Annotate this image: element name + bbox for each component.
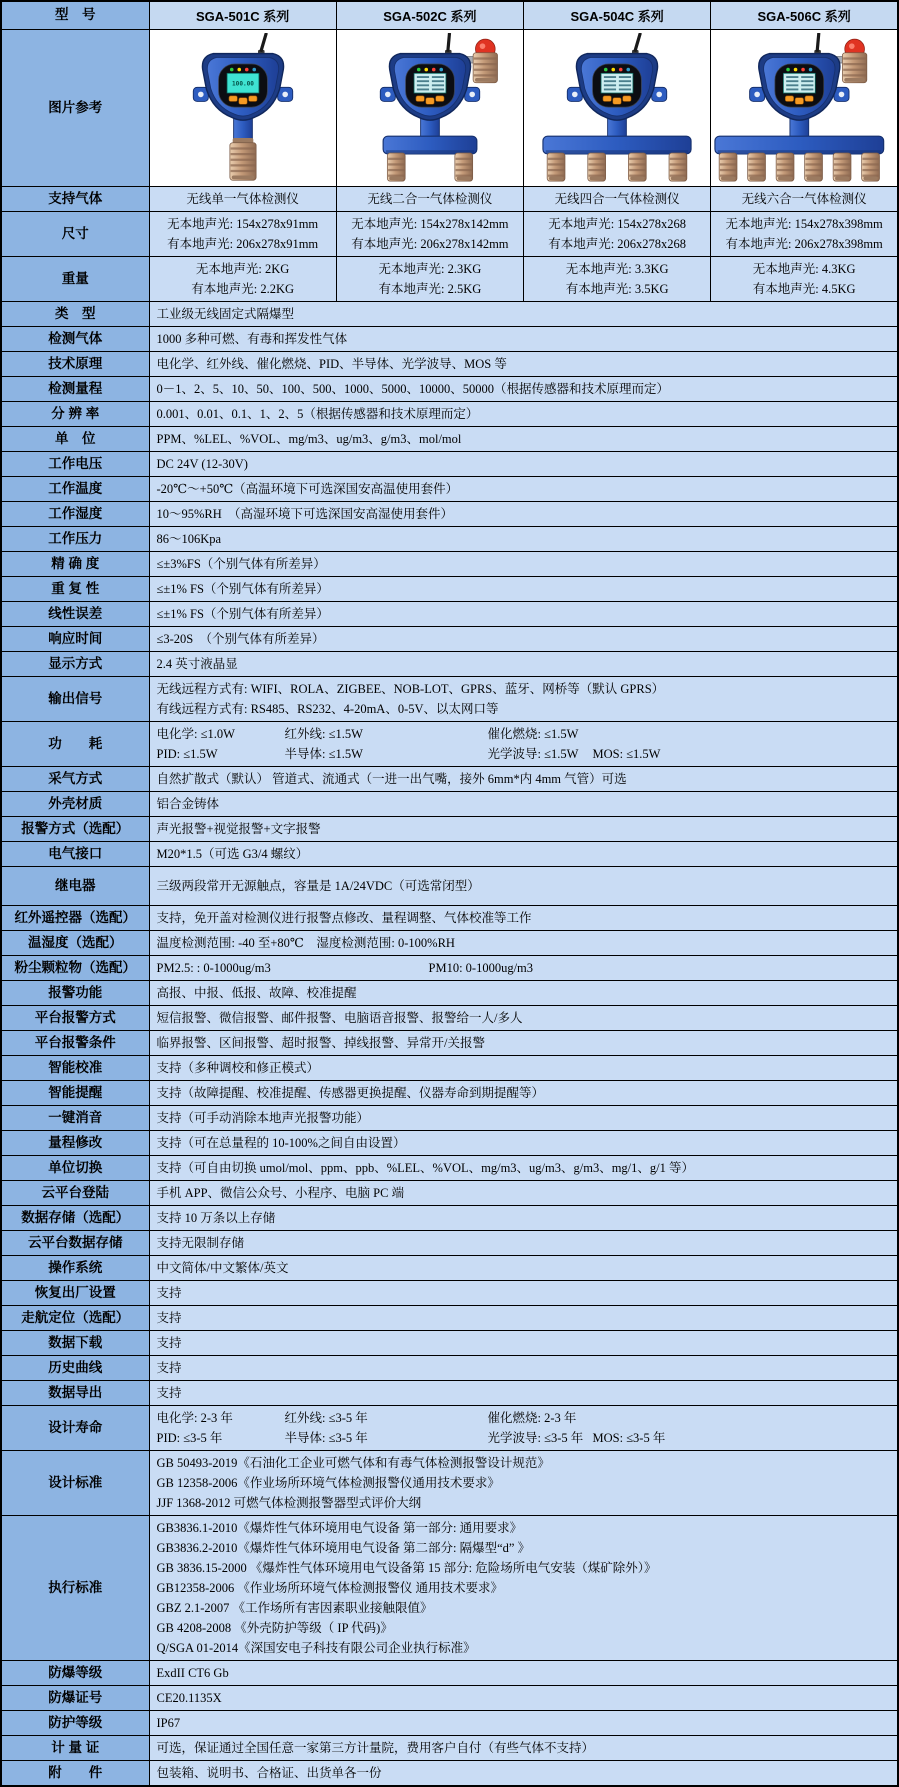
value-cell [149, 1356, 898, 1381]
value-line: 短信报警、微信报警、邮件报警、电脑语音报警、报警给一人/多人 [156, 1011, 523, 1025]
row-label: 防护等级 [1, 1711, 149, 1736]
sga-504c-device [524, 33, 710, 183]
value-line: ≤3-20S （个别气体有所差异） [156, 632, 325, 646]
table-row [1, 906, 898, 931]
value-segment: PID: ≤1.5W [156, 747, 218, 761]
value-cell [711, 187, 898, 212]
value-line: 支持 [156, 1286, 182, 1300]
row-label: 工作电压 [1, 452, 149, 477]
table-row [1, 1661, 898, 1686]
table-row [1, 627, 898, 652]
value-segment: 光学波导: ≤3-5 年 [487, 1431, 584, 1445]
table-row [1, 257, 898, 302]
table-row [1, 452, 898, 477]
product-image-cell [149, 30, 336, 187]
value-line: GB 50493-2019《石油化工企业可燃气体和有毒气体检测报警设计规范》 [156, 1456, 550, 1470]
row-label: 数据导出 [1, 1381, 149, 1406]
value-line: 支持（故障提醒、校准提醒、传感器更换提醒、仪器寿命到期提醒等） [156, 1086, 545, 1100]
row-label: 采气方式 [1, 767, 149, 792]
value-cell [149, 1006, 898, 1031]
table-row [1, 577, 898, 602]
value-line: 中文简体/中文繁体/英文 [156, 1261, 289, 1275]
value-cell [149, 1031, 898, 1056]
value-cell [149, 212, 336, 257]
value-cell [149, 452, 898, 477]
row-label: 单位切换 [1, 1156, 149, 1181]
table-row [1, 1006, 898, 1031]
value-cell [149, 1156, 898, 1181]
value-line: 有本地声光: 206x278x91mm [167, 237, 319, 251]
table-row [1, 867, 898, 906]
value-line: 三级两段常开无源触点，容量是 1A/24VDC（可选常闭型） [156, 879, 480, 893]
row-label: 智能校准 [1, 1056, 149, 1081]
value-line: 电化学、红外线、催化燃烧、PID、半导体、光学波导、MOS 等 [156, 357, 507, 371]
value-cell [149, 1181, 898, 1206]
value-line: ≤±3%FS（个别气体有所差异） [156, 557, 326, 571]
table-row [1, 377, 898, 402]
value-line: 铝合金铸体 [156, 797, 220, 811]
value-line: 有线远程方式有: RS485、RS232、4-20mA、0-5V、以太网口等 [156, 702, 499, 716]
row-label: 云平台数据存储 [1, 1231, 149, 1256]
value-line: 0.001、0.01、0.1、1、2、5（根据传感器和技术原理而定） [156, 407, 479, 421]
value-line: Q/SGA 01-2014《深国安电子科技有限公司企业执行标准》 [156, 1641, 476, 1655]
table-row [1, 931, 898, 956]
table-row [1, 327, 898, 352]
value-cell [711, 212, 898, 257]
value-line: 86～106Kpa [156, 532, 222, 546]
value-cell [149, 552, 898, 577]
row-label: 图片参考 [1, 30, 149, 187]
value-line: 无本地声光: 154x278x398mm [725, 217, 883, 231]
table-row [1, 956, 898, 981]
row-label: 计 量 证 [1, 1736, 149, 1761]
row-label: 重量 [1, 257, 149, 302]
table-row [1, 1106, 898, 1131]
value-segment: PID: ≤3-5 年 [156, 1431, 223, 1445]
value-cell [524, 212, 711, 257]
value-line: 无线四合一气体检测仪 [554, 192, 680, 206]
value-segment: MOS: ≤3-5 年 [592, 1431, 666, 1445]
table-row [1, 1081, 898, 1106]
sga-506c-device [711, 33, 897, 183]
value-cell [524, 187, 711, 212]
row-label: 平台报警条件 [1, 1031, 149, 1056]
value-line: M20*1.5（可选 G3/4 螺纹） [156, 847, 309, 861]
row-label: 功 耗 [1, 722, 149, 767]
row-label: 附 件 [1, 1761, 149, 1787]
table-row [1, 842, 898, 867]
value-cell [149, 677, 898, 722]
row-label: 重 复 性 [1, 577, 149, 602]
value-cell [149, 1331, 898, 1356]
value-line: 有本地声光: 206x278x398mm [725, 237, 883, 251]
value-line: 包装箱、说明书、合格证、出货单各一份 [156, 1766, 382, 1780]
value-line: 无本地声光: 2KG [195, 262, 290, 276]
value-line: 支持 [156, 1311, 182, 1325]
row-label: 一键消音 [1, 1106, 149, 1131]
value-line: 支持（可自由切换 umol/mol、ppm、ppb、%LEL、%VOL、mg/m3、ug/m3、g/m3、mg/1、g/1 等） [156, 1161, 694, 1175]
table-row [1, 212, 898, 257]
value-line: 有本地声光: 206x278x268 [548, 237, 687, 251]
row-label: 报警功能 [1, 981, 149, 1006]
value-line: 无本地声光: 154x278x142mm [351, 217, 509, 231]
value-line: PPM、%LEL、%VOL、mg/m3、ug/m3、g/m3、mol/mol [156, 432, 462, 446]
model-header: SGA-506C 系列 [711, 1, 898, 30]
value-cell [149, 792, 898, 817]
value-line: 支持（可手动消除本地声光报警功能） [156, 1111, 370, 1125]
value-segment: 电化学: 2-3 年 [156, 1411, 233, 1425]
value-line: 无线远程方式有: WIFI、ROLA、ZIGBEE、NOB-LOT、GPRS、蓝牙、网桥等（默认 GPRS） [156, 682, 665, 696]
value-line [157, 744, 891, 764]
table-row [1, 402, 898, 427]
value-cell [149, 1381, 898, 1406]
table-row [1, 1156, 898, 1181]
row-label: 检测气体 [1, 327, 149, 352]
row-label: 检测量程 [1, 377, 149, 402]
row-label: 红外遥控器（选配） [1, 906, 149, 931]
row-label: 类 型 [1, 302, 149, 327]
value-cell [524, 257, 711, 302]
value-cell [149, 817, 898, 842]
value-cell [149, 427, 898, 452]
value-cell [149, 377, 898, 402]
row-label: 智能提醒 [1, 1081, 149, 1106]
table-row [1, 1451, 898, 1516]
row-label: 尺寸 [1, 212, 149, 257]
value-line: 无本地声光: 2.3KG [378, 262, 482, 276]
value-cell [149, 1686, 898, 1711]
value-segment: 光学波导: ≤1.5W [487, 747, 579, 761]
row-label: 响应时间 [1, 627, 149, 652]
model-header: SGA-504C 系列 [524, 1, 711, 30]
table-row [1, 1181, 898, 1206]
table-row [1, 1331, 898, 1356]
value-cell [149, 477, 898, 502]
value-line: GB 3836.15-2000 《爆炸性气体环境用电气设备第 15 部分: 危险场所电气安装（煤矿除外）》 [156, 1561, 657, 1575]
table-row [1, 352, 898, 377]
table-row [1, 817, 898, 842]
table-row [1, 1306, 898, 1331]
value-cell [149, 187, 336, 212]
value-line: GB 12358-2006《作业场所环境气体检测报警仪通用技术要求》 [156, 1476, 500, 1490]
table-row [1, 677, 898, 722]
value-line: ≤±1% FS（个别气体有所差异） [156, 607, 329, 621]
row-label: 继电器 [1, 867, 149, 906]
value-line: DC 24V (12-30V) [156, 457, 248, 471]
row-label: 粉尘颗粒物（选配） [1, 956, 149, 981]
row-label: 操作系统 [1, 1256, 149, 1281]
value-line: ExdII CT6 Gb [156, 1666, 229, 1680]
value-line: 无线单一气体检测仪 [186, 192, 299, 206]
value-cell [149, 1231, 898, 1256]
value-line: 支持（多种调校和修正模式） [156, 1061, 320, 1075]
row-label: 执行标准 [1, 1516, 149, 1661]
table-row [1, 187, 898, 212]
value-cell [149, 1256, 898, 1281]
value-cell [149, 577, 898, 602]
value-line: 支持 [156, 1336, 182, 1350]
value-cell [149, 981, 898, 1006]
value-line: -20℃～+50℃（高温环境下可选深国安高温使用套件） [156, 482, 459, 496]
value-line: 2.4 英寸液晶显 [156, 657, 238, 671]
value-line: 无线六合一气体检测仪 [741, 192, 867, 206]
row-label: 精 确 度 [1, 552, 149, 577]
value-cell [336, 187, 523, 212]
value-line: ≤±1% FS（个别气体有所差异） [156, 582, 329, 596]
value-cell [149, 1516, 898, 1661]
value-cell [149, 1661, 898, 1686]
row-label: 工作湿度 [1, 502, 149, 527]
value-line: 有本地声光: 206x278x142mm [351, 237, 509, 251]
table-row [1, 1711, 898, 1736]
value-segment: 红外线: ≤3-5 年 [284, 1411, 368, 1425]
row-label: 线性误差 [1, 602, 149, 627]
value-segment: PM10: 0-1000ug/m3 [428, 961, 534, 975]
value-line: 10～95%RH （高湿环境下可选深国安高湿使用套件） [156, 507, 454, 521]
row-label: 分 辨 率 [1, 402, 149, 427]
value-cell [149, 1206, 898, 1231]
table-row [1, 1031, 898, 1056]
value-cell [149, 527, 898, 552]
value-cell [149, 906, 898, 931]
value-cell [149, 842, 898, 867]
table-row [1, 1256, 898, 1281]
value-line: JJF 1368-2012 可燃气体检测报警器型式评价大纲 [156, 1496, 422, 1510]
value-line [157, 1408, 891, 1428]
product-image-cell [524, 30, 711, 187]
value-cell [336, 257, 523, 302]
value-line: 支持（可在总量程的 10-100%之间自由设置） [156, 1136, 406, 1150]
value-line: 支持，免开盖对检测仪进行报警点修改、量程调整、气体校准等工作 [156, 911, 532, 925]
table-row [1, 1, 898, 30]
value-cell [149, 1306, 898, 1331]
value-line: 0－1、2、5、10、50、100、500、1000、5000、10000、50000（根据传感器和技术原理而定） [156, 382, 670, 396]
row-label: 电气接口 [1, 842, 149, 867]
value-cell [149, 302, 898, 327]
value-line: 温度检测范围: -40 至+80℃ 湿度检测范围: 0-100%RH [156, 936, 455, 950]
value-segment: 催化燃烧: 2-3 年 [487, 1411, 577, 1425]
sga-501c-device [150, 33, 336, 183]
value-cell [149, 1406, 898, 1451]
row-label: 量程修改 [1, 1131, 149, 1156]
value-line: GB3836.1-2010《爆炸性气体环境用电气设备 第一部分: 通用要求》 [156, 1521, 523, 1535]
table-row [1, 1131, 898, 1156]
row-label: 工作压力 [1, 527, 149, 552]
table-row [1, 652, 898, 677]
value-line: CE20.1135X [156, 1691, 222, 1705]
value-line: 有本地声光: 2.5KG [378, 282, 482, 296]
value-line: 支持 [156, 1361, 182, 1375]
table-row [1, 722, 898, 767]
row-label: 外壳材质 [1, 792, 149, 817]
row-label: 走航定位（选配） [1, 1306, 149, 1331]
value-line [157, 1428, 891, 1448]
value-cell [149, 867, 898, 906]
value-line: 手机 APP、微信公众号、小程序、电脑 PC 端 [156, 1186, 405, 1200]
value-cell [336, 212, 523, 257]
value-cell [149, 931, 898, 956]
row-label: 输出信号 [1, 677, 149, 722]
table-row [1, 302, 898, 327]
table-row [1, 1056, 898, 1081]
value-line: 声光报警+视觉报警+文字报警 [156, 822, 321, 836]
value-line: 无本地声光: 4.3KG [752, 262, 856, 276]
row-label: 支持气体 [1, 187, 149, 212]
table-row [1, 1231, 898, 1256]
value-segment: 红外线: ≤1.5W [284, 727, 363, 741]
value-cell [149, 1131, 898, 1156]
sga-502c-device [337, 33, 523, 183]
value-segment: PM2.5: : 0-1000ug/m3 [156, 961, 271, 975]
row-label: 设计标准 [1, 1451, 149, 1516]
value-cell [149, 1451, 898, 1516]
row-label: 显示方式 [1, 652, 149, 677]
value-cell [149, 257, 336, 302]
row-label: 温湿度（选配） [1, 931, 149, 956]
row-label: 设计寿命 [1, 1406, 149, 1451]
value-line [157, 958, 891, 978]
row-label: 防爆证号 [1, 1686, 149, 1711]
value-line: 无本地声光: 154x278x91mm [167, 217, 319, 231]
value-line: 自然扩散式（默认） 管道式、流通式（一进一出气嘴，接外 6mm*内 4mm 气管）可选 [156, 772, 627, 786]
value-segment: 催化燃烧: ≤1.5W [487, 727, 579, 741]
table-row [1, 1206, 898, 1231]
value-cell [711, 257, 898, 302]
value-cell [149, 1106, 898, 1131]
value-line: GB 4208-2008 《外壳防护等级（ IP 代码)》 [156, 1621, 393, 1635]
table-row [1, 602, 898, 627]
value-line: GB3836.2-2010《爆炸性气体环境用电气设备 第二部分: 隔爆型“d” 》 [156, 1541, 531, 1555]
table-row [1, 552, 898, 577]
table-row [1, 527, 898, 552]
table-row [1, 767, 898, 792]
row-label: 技术原理 [1, 352, 149, 377]
value-segment: 半导体: ≤1.5W [284, 747, 363, 761]
table-row [1, 30, 898, 187]
value-line [157, 724, 891, 744]
row-label: 数据存储（选配） [1, 1206, 149, 1231]
value-cell [149, 627, 898, 652]
product-image-cell [336, 30, 523, 187]
value-line: 可选，保证通过全国任意一家第三方计量院，费用客户自付（有些气体不支持） [156, 1741, 595, 1755]
value-cell [149, 956, 898, 981]
value-line: 有本地声光: 3.5KG [565, 282, 669, 296]
value-cell [149, 767, 898, 792]
value-cell [149, 602, 898, 627]
row-label: 平台报警方式 [1, 1006, 149, 1031]
value-cell [149, 722, 898, 767]
table-row [1, 427, 898, 452]
value-line: 1000 多种可燃、有毒和挥发性气体 [156, 332, 348, 346]
table-row [1, 1686, 898, 1711]
value-cell [149, 1736, 898, 1761]
table-row [1, 981, 898, 1006]
table-row [1, 1381, 898, 1406]
value-segment: 电化学: ≤1.0W [156, 727, 235, 741]
table-row [1, 792, 898, 817]
model-header: SGA-501C 系列 [149, 1, 336, 30]
value-line: 临界报警、区间报警、超时报警、掉线报警、异常开/关报警 [156, 1036, 485, 1050]
table-row [1, 1406, 898, 1451]
row-label: 数据下载 [1, 1331, 149, 1356]
table-row [1, 477, 898, 502]
value-cell [149, 1761, 898, 1787]
value-segment: 半导体: ≤3-5 年 [284, 1431, 368, 1445]
value-cell [149, 352, 898, 377]
value-line: 高报、中报、低报、故障、校准提醒 [156, 986, 357, 1000]
value-line: 有本地声光: 4.5KG [752, 282, 856, 296]
row-label: 型 号 [1, 1, 149, 30]
table-row [1, 1516, 898, 1661]
table-row [1, 1356, 898, 1381]
row-label: 恢复出厂设置 [1, 1281, 149, 1306]
row-label: 单 位 [1, 427, 149, 452]
model-header: SGA-502C 系列 [336, 1, 523, 30]
row-label: 报警方式（选配） [1, 817, 149, 842]
value-cell [149, 652, 898, 677]
value-cell [149, 1281, 898, 1306]
row-label: 工作温度 [1, 477, 149, 502]
value-line: 无本地声光: 154x278x268 [548, 217, 687, 231]
value-line: 支持无限制存储 [156, 1236, 245, 1250]
value-cell [149, 1056, 898, 1081]
table-row [1, 1761, 898, 1787]
value-cell [149, 502, 898, 527]
value-line: 有本地声光: 2.2KG [191, 282, 295, 296]
value-cell [149, 1081, 898, 1106]
value-line: 支持 10 万条以上存储 [156, 1211, 276, 1225]
value-segment: MOS: ≤1.5W [592, 747, 661, 761]
value-cell [149, 402, 898, 427]
value-line: 支持 [156, 1386, 182, 1400]
row-label: 云平台登陆 [1, 1181, 149, 1206]
value-cell [149, 1711, 898, 1736]
value-line: 无本地声光: 3.3KG [565, 262, 669, 276]
product-image-cell [711, 30, 898, 187]
table-row [1, 1281, 898, 1306]
row-label: 历史曲线 [1, 1356, 149, 1381]
value-cell [149, 327, 898, 352]
table-row [1, 1736, 898, 1761]
value-line: GB12358-2006 《作业场所环境气体检测报警仪 通用技术要求》 [156, 1581, 504, 1595]
value-line: IP67 [156, 1716, 181, 1730]
table-row [1, 502, 898, 527]
value-line: GBZ 2.1-2007 《工作场所有害因素职业接触限值》 [156, 1601, 433, 1615]
value-line: 工业级无线固定式隔爆型 [156, 307, 295, 321]
value-line: 无线二合一气体检测仪 [367, 192, 493, 206]
svg-text:100.00: 100.00 [231, 80, 254, 88]
row-label: 防爆等级 [1, 1661, 149, 1686]
